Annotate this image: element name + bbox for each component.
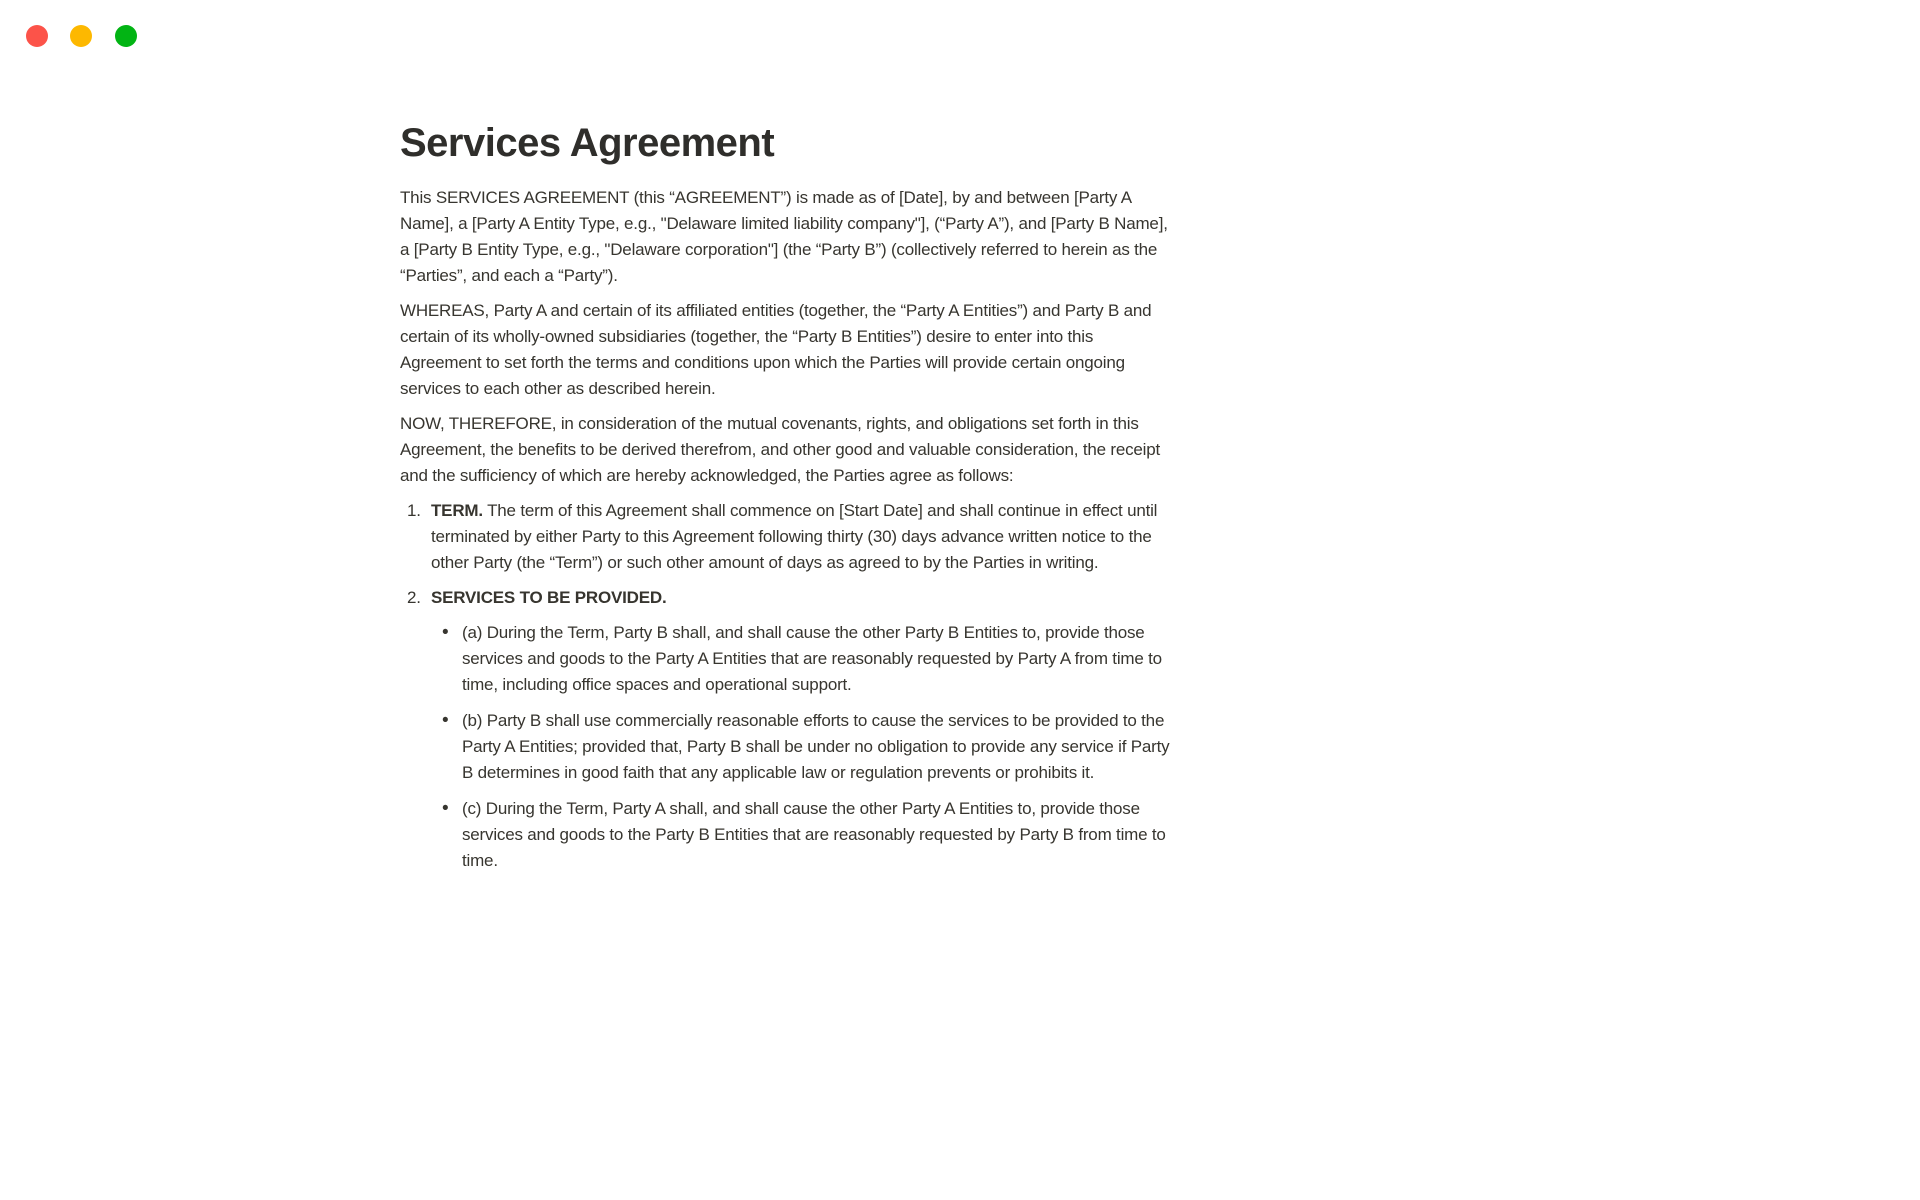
minimize-button[interactable] <box>70 25 92 47</box>
bullet-item-b-text: (b) Party B shall use commercially reasonable efforts to cause the services to be provided to the Party A Entities; provided that, Party B shall be under no obligation to provide any service if Party B determines in good faith that any applicable law or regulation prevents or prohibits it. <box>462 711 1170 782</box>
paragraph-preamble[interactable]: This SERVICES AGREEMENT (this “AGREEMENT”) is made as of [Date], by and between [Party A Name], a [Party A Entity Type, e.g., "Delaware limited liability company"], (“Party A”), and [Party B Name], a [Party B Entity Type, e.g., "Delaware corporation"] (the “Party B”) (collectively referred to herein as the “Parties”, and each a “Party”). <box>400 188 1168 285</box>
services-heading: SERVICES TO BE PROVIDED. <box>431 588 667 607</box>
list-number-1: 1. <box>407 501 421 520</box>
page-title[interactable]: Services Agreement <box>400 121 775 165</box>
bullet-item-b[interactable] <box>431 708 1172 786</box>
bullet-icon: • <box>442 622 449 643</box>
list-item-term[interactable] <box>400 498 1172 576</box>
bullet-icon: • <box>442 710 449 731</box>
term-text: The term of this Agreement shall commence on [Start Date] and shall continue in effect until terminated by either Party to this Agreement following thirty (30) days advance written notice to the other Party (the “Term”) or such other amount of days as agreed to by the Parties in writing. <box>431 501 1158 572</box>
close-button[interactable] <box>26 25 48 47</box>
list-number-2: 2. <box>407 588 421 607</box>
list-item-term-body <box>431 498 1172 576</box>
window-titlebar <box>0 0 1920 55</box>
list-item-services[interactable] <box>400 585 1172 884</box>
bullet-item-a-text: (a) During the Term, Party B shall, and shall cause the other Party B Entities to, provide those services and goods to the Party A Entities that are reasonably requested by Party A from time to time, including office spaces and operational support. <box>462 623 1162 694</box>
paragraph-whereas[interactable]: WHEREAS, Party A and certain of its affiliated entities (together, the “Party A Entities”) and Party B and certain of its wholly-owned subsidiaries (together, the “Party B Entities”) desire to enter into this Agreement to set forth the terms and conditions upon which the Parties will provide certain ongoing services to each other as described herein. <box>400 301 1152 398</box>
bullet-item-c[interactable] <box>431 796 1172 874</box>
paragraph-now-therefore[interactable]: NOW, THEREFORE, in consideration of the mutual covenants, rights, and obligations set forth in this Agreement, the benefits to be derived therefrom, and other good and valuable consideration, the receipt and the sufficiency of which are hereby acknowledged, the Parties agree as follows: <box>400 414 1161 485</box>
bullet-item-c-text: (c) During the Term, Party A shall, and shall cause the other Party A Entities to, provide those services and goods to the Party B Entities that are reasonably requested by Party B from time to time. <box>462 799 1166 870</box>
term-heading: TERM. <box>431 501 483 520</box>
list-item-services-body <box>431 585 1172 884</box>
document-body <box>400 119 1172 884</box>
bullet-item-a[interactable] <box>431 620 1172 698</box>
fullscreen-button[interactable] <box>115 25 137 47</box>
bullet-icon: • <box>442 798 449 819</box>
